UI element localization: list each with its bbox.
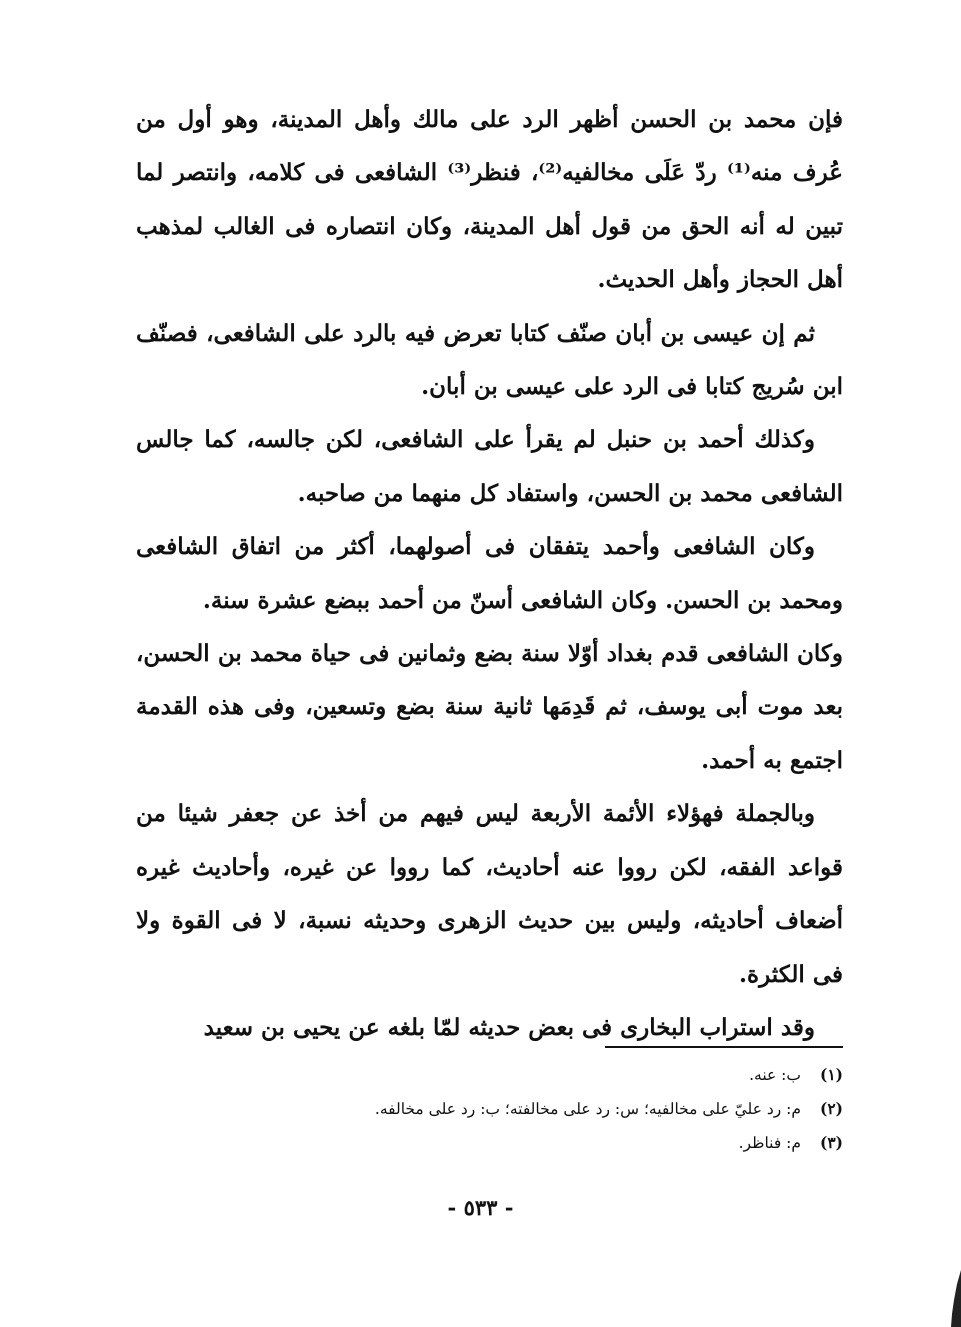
footnote-number: (١) xyxy=(819,1065,843,1084)
footnote-divider xyxy=(605,1046,843,1048)
scan-edge-mark xyxy=(951,1270,961,1327)
page-number: - ٥٣٣ - xyxy=(447,1195,514,1220)
paragraph-7: وقد استراب البخارى فى بعض حديثه لمّا بلغه عن يحيى بن سعيد xyxy=(203,1013,815,1041)
paragraph-3: وكذلك أحمد بن حنبل لم يقرأ على الشافعى، لكن جالسه، كما جالس الشافعى محمد بن الحسن، واستفاد كل منهما من صاحبه. xyxy=(136,426,843,507)
footnote-1 xyxy=(136,1058,843,1092)
paragraph-5: وكان الشافعى قدم بغداد أوّلا سنة بضع وثمانين فى حياة محمد بن الحسن، بعد موت أبى يوسف، ثم قَدِمَها ثانية سنة بضع وتسعين، وفى هذه القدمة اجتمع به أحمد. xyxy=(136,640,843,774)
paragraph-1: فإن محمد بن الحسن أظهر الرد على مالك وأهل المدينة، وهو أول من عُرف منه⁽¹⁾ ردّ عَلَى مخالفيه⁽²⁾، فنظر⁽³⁾ الشافعى فى كلامه، وانتصر لما تبين له أنه الحق من قول أهل المدينة، وكان انتصاره فى الغالب لمذهب أهل الحجاز وأهل الحديث. xyxy=(136,106,843,294)
footnote-number: (٣) xyxy=(819,1133,843,1152)
paragraph-6: وبالجملة فهؤلاء الأئمة الأربعة ليس فيهم من أخذ عن جعفر شيئا من قواعد الفقه، لكن رووا عنه أحاديث، كما رووا عن غيره، وأحاديث غيره أضعاف أحاديثه، وليس بين حديث الزهرى وحديثه نسبة، لا فى القوة ولا فى الكثرة. xyxy=(136,800,843,988)
main-text-body xyxy=(136,93,843,1054)
footnote-text: ب: عنه. xyxy=(749,1066,801,1084)
footnotes xyxy=(136,1058,843,1160)
paragraph-4: وكان الشافعى وأحمد يتفقان فى أصولهما، أكثر من اتفاق الشافعى ومحمد بن الحسن. وكان الشافعى أسنّ من أحمد ببضع عشرة سنة. xyxy=(136,533,843,614)
footnote-3 xyxy=(136,1126,843,1160)
footnote-text: م: رد عليّ على مخالفيه؛ س: رد على مخالفته؛ ب: رد على مخالفه. xyxy=(374,1100,801,1118)
paragraph-2: ثم إن عيسى بن أبان صنّف كتابا تعرض فيه بالرد على الشافعى، فصنّف ابن سُريج كتابا فى الرد على عيسى بن أبان. xyxy=(136,319,843,401)
footnote-text: م: فناظر. xyxy=(738,1134,801,1152)
footnote-2 xyxy=(136,1092,843,1126)
footnote-number: (٢) xyxy=(819,1099,843,1118)
